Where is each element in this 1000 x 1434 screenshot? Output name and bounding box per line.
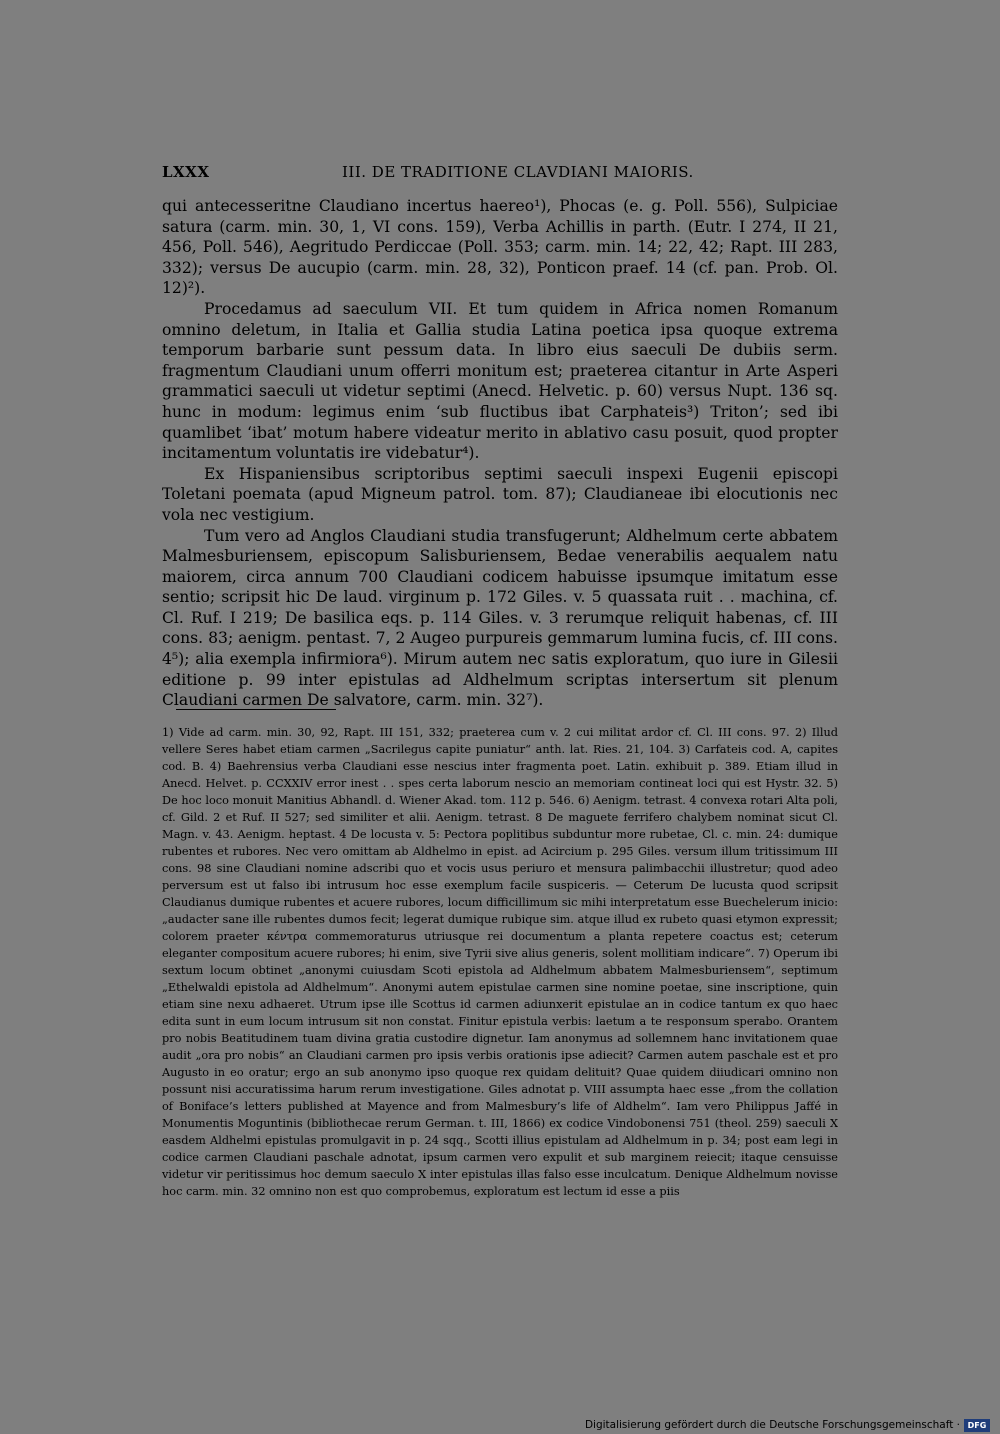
main-text [162, 196, 838, 711]
page-header [162, 160, 838, 184]
book-page [162, 160, 838, 1260]
footnote-separator [176, 709, 336, 711]
footnotes [162, 724, 838, 1200]
credit-text: Digitalisierung gefördert durch die Deutsche Forschungsgemeinschaft · [584, 1419, 960, 1431]
paragraph: Tum vero ad Anglos Claudiani studia transfugerunt; Aldhelmum certe abbatem Malmesburiensem, episcopum Salisburiensem, Bedae venerabilis aequalem natu maiorem, circa annum 700 Claudiani codicem habuisse ipsumque imitatum esse sentio; scripsit hic De laud. virginum p. 172 Giles. v. 5 quassata ruit . . machina, cf. Cl. Ruf. I 219; De basilica eqs. p. 114 Giles. v. 3 rerumque reliquit habenas, cf. III cons. 83; aenigm. pentast. 7, 2 Augeo purpureis gemmarum lumina fucis, cf. III cons. 4⁵); alia exempla infirmiora⁶). Mirum autem nec satis exploratum, quo iure in Gilesii editione p. 99 inter epistulas ad Aldhelmum scriptas intersertum sit plenum Claudiani carmen De salvatore, carm. min. 32⁷). [162, 526, 838, 710]
paragraph: Ex Hispaniensibus scriptoribus septimi saeculi inspexi Eugenii episcopi Toletani poemata (apud Migneum patrol. tom. 87); Claudianeae ibi elocutionis nec vola nec vestigium. [162, 464, 838, 524]
page-number: LXXX [162, 163, 210, 181]
footnote-text: 1) Vide ad carm. min. 30, 92, Rapt. III 151, 332; praeterea cum v. 2 cui militat ardor cf. Cl. III cons. 97. 2) Illud vellere Seres habet etiam carmen „Sacrilegus capite puniatur“ anth. lat. Ries. 21, 104. 3) Carfateis cod. A, capites cod. B. 4) Baehrensius verba Claudiani esse nescius inter fragmenta poet. Latin. exhibuit p. 389. Etiam illud in Anecd. Helvet. p. CCXXIV error inest . . spes certa laborum nescio an memoriam contineat loci qui est Hystr. 32. 5) De hoc loco monuit Manitius Abhandl. d. Wiener Akad. tom. 112 p. 546. 6) Aenigm. tetrast. 4 convexa rotari Alta poli, cf. Gild. 2 et Ruf. II 527; sed similiter et alii. Aenigm. tetrast. 8 De maguete ferrifero chalybem nominat sicut Cl. Magn. v. 43. Aenigm. heptast. 4 De locusta v. 5: Pectora poplitibus subduntur more rubetae, Cl. c. min. 24: dumique rubentes et rubores. Nec vero omittam ab Aldhelmo in epist. ad Acircium p. 295 Giles. versum illum tritissimum III cons. 98 sine Claudiani nomine adscribi quo et vocis usus periuro et mensura palimbacchii illustretur; quod adeo perversum est ut falso ibi intrusum hoc esse exemplum facile suspiceris. — Ceterum De lucusta quod scripsit Claudianus dumique rubentes et acuere rubores, locum difficillimum sic mihi interpretatum esse Buechelerum inicio: „audacter sane ille rubentes dumos fecit; legerat dumique rubique sim. atque illud ex rubeto quasi etymon expressit; colorem praeter κέντρα commemoraturus utriusque rei documentum a planta repetere coactus est; ceterum eleganter compositum acuere rubores; hi enim, sive Tyrii sive alius generis, solent mollitiam indicare“. 7) Operum ibi sextum locum obtinet „anonymi cuiusdam Scoti epistola ad Aldhelmum abbatem Malmesburiensem“, septimum „Ethelwaldi epistola ad Aldhelmum“. Anonymi autem epistulae carmen sine nomine poetae, sine inscriptione, quin etiam sine nexu adhaeret. Utrum ipse ille Scottus id carmen adiunxerit epistulae an in codice tantum ex quo haec edita sunt in eum locum intrusum sit non constat. Finitur epistula verbis: laetum a te responsum sperabo. Orantem pro nobis Beatitudinem tuam divina gratia custodire dignetur. Iam anonymus ad sollemnem hanc invitationem quae audit „ora pro nobis“ an Claudiani carmen pro ipsis verbis orationis ipse adiecit? Carmen autem paschale est et pro Augusto in eo oratur; ergo an sub anonymo ipso quoque rex quidam delituit? Quae quidem diiudicari omnino non possunt nisi accuratissima harum rerum investigatione. Giles adnotat p. VIII assumpta haec esse „from the collation of Boniface’s letters published at Mayence and from Malmesbury’s life of Aldhelm“. Iam vero Philippus Jaffé in Monumentis Moguntinis (bibliothecae rerum German. t. III, 1866) ex codice Vindobonensi 751 (theol. 259) saeculi X easdem Aldhelmi epistulas promulgavit in p. 24 sqq., Scotti illius epistulam ad Aldhelmum in p. 34; post eam legi in codice carmen Claudiani paschale adnotat, ipsum carmen vero expulit et sub marginem reiecit; itaque censuisse videtur vir peritissimus hoc demum saeculo X inter epistulas illas falso esse inculcatum. Denique Aldhelmum novisse hoc carm. min. 32 omnino non est quo comprobemus, exploratum est lectum id esse a piis [162, 726, 838, 1198]
paragraph: qui antecesseritne Claudiano incertus haereo¹), Phocas (e. g. Poll. 556), Sulpiciae satura (carm. min. 30, 1, VI cons. 159), Verba Achillis in parth. (Eutr. I 274, II 21, 456, Poll. 546), Aegritudo Perdiccae (Poll. 353; carm. min. 14; 22, 42; Rapt. III 283, 332); versus De aucupio (carm. min. 28, 32), Ponticon praef. 14 (cf. pan. Prob. Ol. 12)²). [162, 197, 838, 298]
paragraph: Procedamus ad saeculum VII. Et tum quidem in Africa nomen Romanum omnino deletum, in Italia et Gallia studia Latina poetica ipsa quoque extrema temporum barbarie sunt pessum data. In libro eius saeculi De dubiis serm. fragmentum Claudiani unum offerri monitum est; praeterea citantur in Arte Asperi grammatici saeculi ut videtur septimi (Anecd. Helvetic. p. 60) versus Nupt. 136 sq. hunc in modum: legimus enim ‘sub fluctibus ibat Carphateis³) Triton’; sed ibi quamlibet ‘ibat’ motum habere videatur merito in ablativo casu posuit, quod propter incitamentum voluntatis ire videbatur⁴). [162, 299, 838, 463]
digitization-credit [585, 1417, 990, 1433]
dfg-logo: DFG [964, 1419, 990, 1432]
running-title: III. DE TRADITIONE CLAVDIANI MAIORIS. [342, 163, 694, 181]
